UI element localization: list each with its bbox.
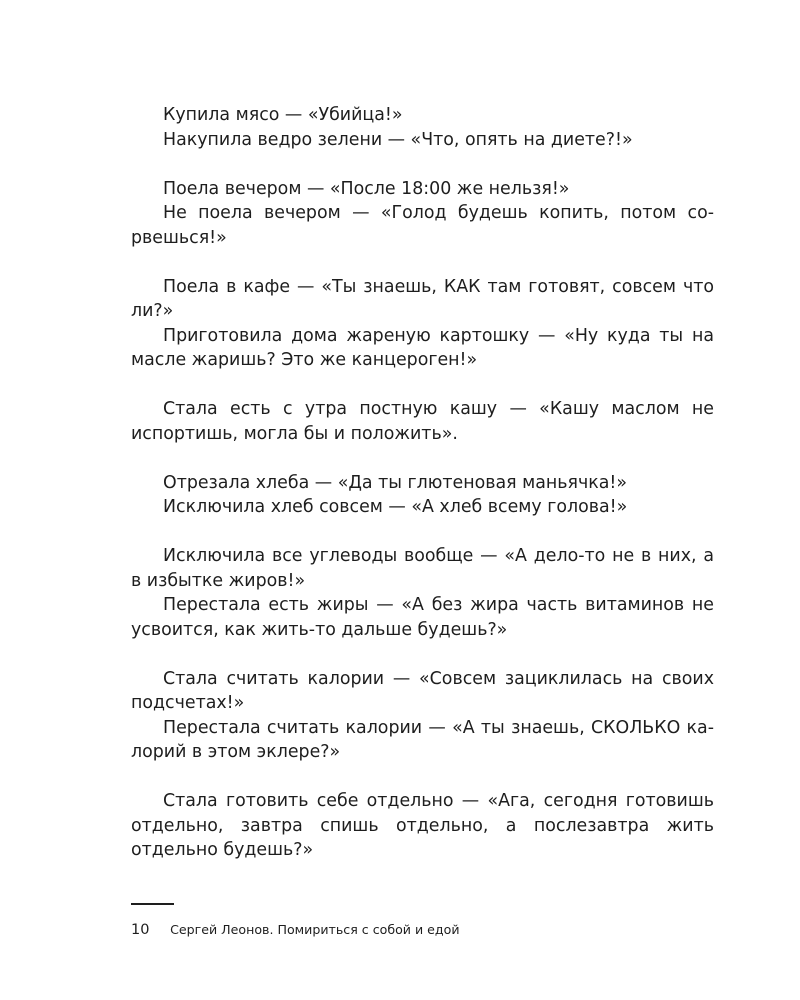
paragraph-group-7 — [131, 667, 714, 765]
paragraph-group-6 — [131, 544, 714, 642]
paragraph-group-1 — [131, 103, 714, 152]
paragraph: Накупила ведро зелени — «Что, опять на диете?!» — [163, 129, 633, 150]
paragraph: Купила мясо — «Убийца!» — [163, 105, 403, 125]
paragraph-group-8 — [131, 789, 714, 863]
paragraph: Отрезала хлеба — «Да ты глютеновая маньячка!» — [163, 472, 628, 493]
footer-rule — [131, 903, 174, 905]
paragraph: Стала есть с утра постную кашу — «Кашу маслом не испортишь, могла бы и положить». — [131, 399, 714, 444]
page-footer — [131, 919, 460, 938]
paragraph: Перестала есть жиры — «А без жира часть витаминов не усвоится, как жить-то дальше будешь?» — [131, 595, 714, 640]
paragraph-group-2 — [131, 177, 714, 251]
paragraph-group-3 — [131, 275, 714, 373]
paragraph-group-4 — [131, 397, 714, 446]
paragraph: Не поела вечером — «Голод будешь копить, потом сорвешься!» — [131, 203, 714, 248]
paragraph: Приготовила дома жареную картошку — «Ну куда ты на масле жаришь? Это же канцероген!» — [131, 325, 714, 370]
paragraph: Поела в кафе — «Ты знаешь, КАК там готовят, совсем что ли?» — [131, 276, 714, 321]
paragraph-group-5 — [131, 471, 714, 520]
paragraph: Поела вечером — «После 18:00 же нельзя!» — [163, 178, 570, 199]
paragraph: Стала считать калории — «Совсем зациклилась на своих подсчетах!» — [131, 668, 714, 713]
body-text — [131, 103, 714, 887]
paragraph: Перестала считать калории — «А ты знаешь, СКОЛЬКО калорий в этом эклере?» — [131, 717, 714, 762]
paragraph: Исключила хлеб совсем — «А хлеб всему голова!» — [163, 497, 628, 517]
running-title: Сергей Леонов. Помириться с собой и едой — [170, 922, 460, 937]
paragraph: Исключила все углеводы вообще — «А дело-то не в них, а в избытке жиров!» — [131, 546, 714, 591]
paragraph: Стала готовить себе отдельно — «Ага, сегодня готовишь отдельно, завтра спишь отдельно, а послезавтра жить отдельно будешь?» — [131, 791, 714, 860]
page-number: 10 — [131, 922, 150, 938]
